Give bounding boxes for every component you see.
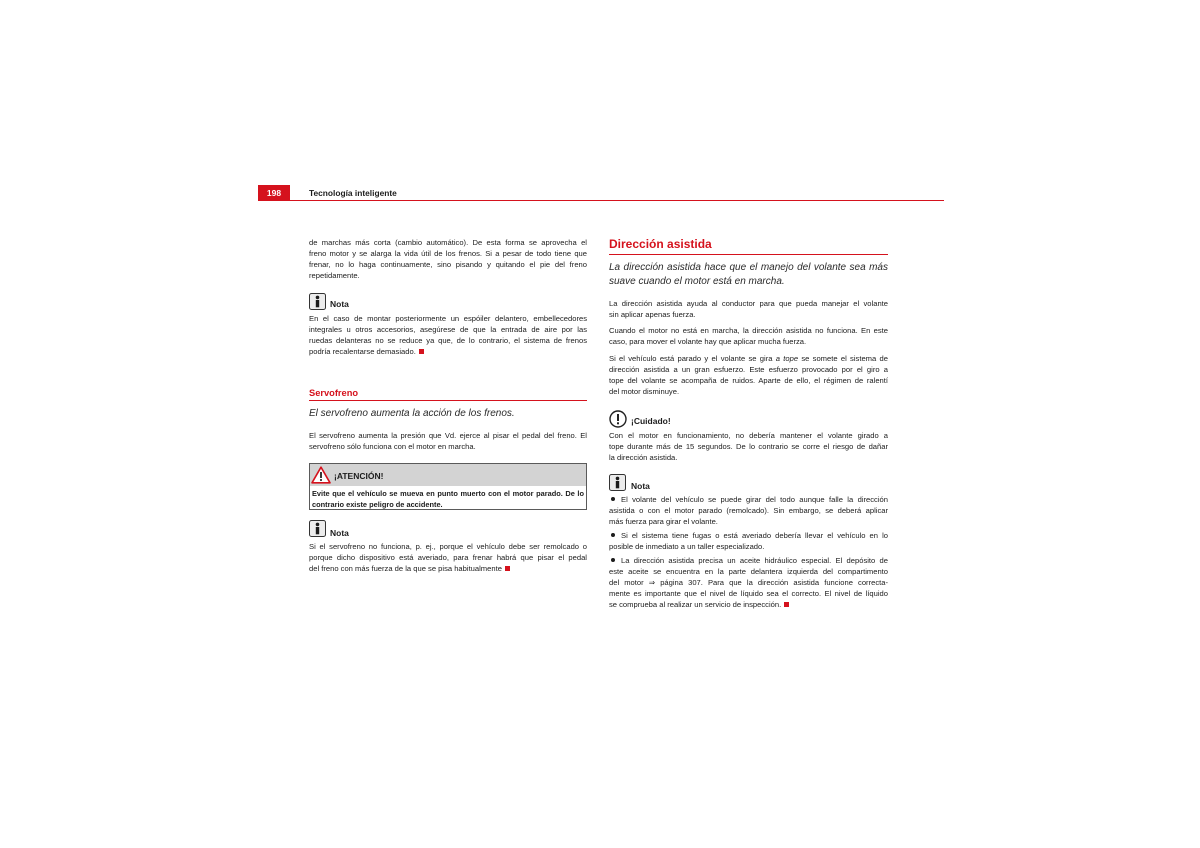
paragraph-line: del motor disminuye.: [609, 386, 680, 396]
servofreno-paragraph: [309, 430, 587, 452]
bullet-line: más fuerza para girar el volante.: [609, 516, 718, 526]
bullet-text: El volante del vehículo se puede girar del todo aunque falle la dirección: [621, 494, 888, 504]
paragraph-line: freno motor y se alarga la vida útil de los frenos. Si a pesar de todo tiene que: [309, 248, 587, 258]
bullet-line: mente es importante que el nivel de líquido sea el correcto. El nivel de líquido: [609, 588, 888, 598]
bullet-text: Si el sistema tiene fugas o está averiado debería llevar el vehículo en lo: [621, 530, 888, 540]
warning-box: [309, 463, 587, 510]
paragraph-line: sin aplicar apenas fuerza.: [609, 309, 696, 319]
bullet-line: [609, 555, 888, 566]
paragraph: [609, 353, 888, 397]
note-line: porque dicho dispositivo está averiado, para frenar habrá que pisar el pedal: [309, 552, 587, 562]
warning-line: contrario existe peligro de accidente.: [312, 500, 443, 509]
warning-triangle-icon: [311, 466, 331, 484]
section-title: Tecnología inteligente: [309, 188, 397, 198]
paragraph-line: frenar, no lo haga continuamente, sino pisando y quitando el pie del freno: [309, 259, 587, 269]
line-text: se somete el sistema de: [801, 353, 888, 363]
note-bullet-item: [609, 494, 888, 527]
subtitle-line: suave cuando el motor está en marcha.: [609, 276, 785, 287]
section-heading: Servofreno: [309, 388, 359, 398]
warning-text: [312, 488, 584, 510]
subtitle-line: El servofreno aumenta la acción de los frenos.: [309, 408, 515, 419]
note-bullet-item: [609, 530, 888, 552]
bullet-icon: [611, 558, 615, 562]
paragraph-line: La dirección asistida ayuda al conductor para que pueda manejar el volante: [609, 298, 888, 308]
paragraph-line: caso, para mover el volante hay que aplicar mucha fuerza.: [609, 336, 807, 346]
caution-label: ¡Cuidado!: [631, 415, 671, 426]
exclamation-circle-icon: [609, 410, 627, 428]
note-label: Nota: [631, 480, 650, 491]
warning-label: ¡ATENCIÓN!: [334, 471, 384, 481]
caution-line: Con el motor en funcionamiento, no debería mantener el volante girado a: [609, 430, 888, 440]
paragraph: [609, 298, 888, 320]
bullet-line: [609, 530, 888, 541]
subtitle-line: La dirección asistida hace que el manejo del volante sea más: [609, 262, 888, 273]
warning-line: Evite que el vehículo se mueva en punto muerto con el motor parado. De lo: [312, 489, 584, 498]
bullet-line: este aceite se encuentra en la parte delantera izquierda del compartimento: [609, 566, 888, 576]
note-label: Nota: [330, 298, 349, 309]
paragraph-line: Cuando el motor no está en marcha, la dirección asistida no funciona. En este: [609, 325, 888, 335]
info-icon: [309, 293, 326, 310]
section-subtitle: [609, 261, 888, 289]
caution-text: [609, 430, 888, 463]
note-line: integrales u otros accesorios, asegúrese de que la entrada de aire por las: [309, 324, 587, 334]
note-line-text: podría recalentarse demasiado.: [309, 346, 416, 356]
paragraph-line: [609, 353, 888, 364]
page-number: 198: [258, 185, 290, 201]
bullet-icon: [611, 533, 615, 537]
note-label: Nota: [330, 527, 349, 538]
note-bullet-item: [609, 555, 888, 610]
info-icon: [309, 520, 326, 537]
bullet-line: del motor ⇒ página 307. Para que la dirección asistida funcione correcta-: [609, 577, 888, 587]
heading-rule: [609, 254, 888, 255]
note-line: En el caso de montar posteriormente un espóiler delantero, embellecedores: [309, 313, 587, 323]
bullet-text: se comprueba al realizar un servicio de inspección.: [609, 599, 782, 609]
note-line: [309, 563, 587, 574]
bullet-line: [609, 599, 888, 610]
caution-line: tope durante más de 15 segundos. De lo contrario se corre el riesgo de dañar: [609, 441, 888, 451]
section-heading: Dirección asistida: [609, 237, 712, 251]
bullet-line: [609, 494, 888, 505]
note-text: [309, 541, 587, 574]
bullet-icon: [611, 497, 615, 501]
paragraph-line: tope del volante se acompaña de ruidos. Aparte de ello, el régimen de ralentí: [609, 375, 888, 385]
section-subtitle: [309, 407, 587, 421]
end-mark-icon: [784, 602, 789, 607]
line-text: Si el vehículo está parado y el volante se gira: [609, 353, 773, 363]
note-line: ruedas delanteras no se reduce ya que, de lo contrario, el sistema de frenos: [309, 335, 587, 345]
emphasis-text: a tope: [775, 353, 799, 363]
note-line: Si el servofreno no funciona, p. ej., porque el vehículo debe ser remolcado o: [309, 541, 587, 551]
paragraph-line: El servofreno aumenta la presión que Vd. ejerce al pisar el pedal del freno. El: [309, 430, 587, 440]
paragraph-line: repetidamente.: [309, 270, 360, 280]
intro-paragraph: [309, 237, 587, 281]
note-text: [309, 313, 587, 357]
note-line: [309, 346, 587, 357]
note-line-text: del freno con más fuerza de la que se pisa habitualmente: [309, 563, 502, 573]
info-icon: [609, 474, 626, 491]
header-rule: [258, 200, 944, 201]
end-mark-icon: [419, 349, 424, 354]
bullet-line: asistida o con el motor parado (remolcado). Sin embargo, se deberá aplicar: [609, 505, 888, 515]
paragraph-line: dirección asistida a un gran esfuerzo. Este esfuerzo provocado por el giro a: [609, 364, 888, 374]
end-mark-icon: [505, 566, 510, 571]
bullet-text: La dirección asistida precisa un aceite hidráulico especial. El depósito de: [621, 555, 888, 565]
heading-rule: [309, 400, 587, 401]
bullet-line: posible de inmediato a un taller especializado.: [609, 541, 765, 551]
paragraph: [609, 325, 888, 347]
caution-line: la dirección asistida.: [609, 452, 678, 462]
paragraph-line: de marchas más corta (cambio automático). De esta forma se aprovecha el: [309, 237, 587, 247]
paragraph-line: servofreno sólo funciona con el motor en marcha.: [309, 441, 476, 451]
